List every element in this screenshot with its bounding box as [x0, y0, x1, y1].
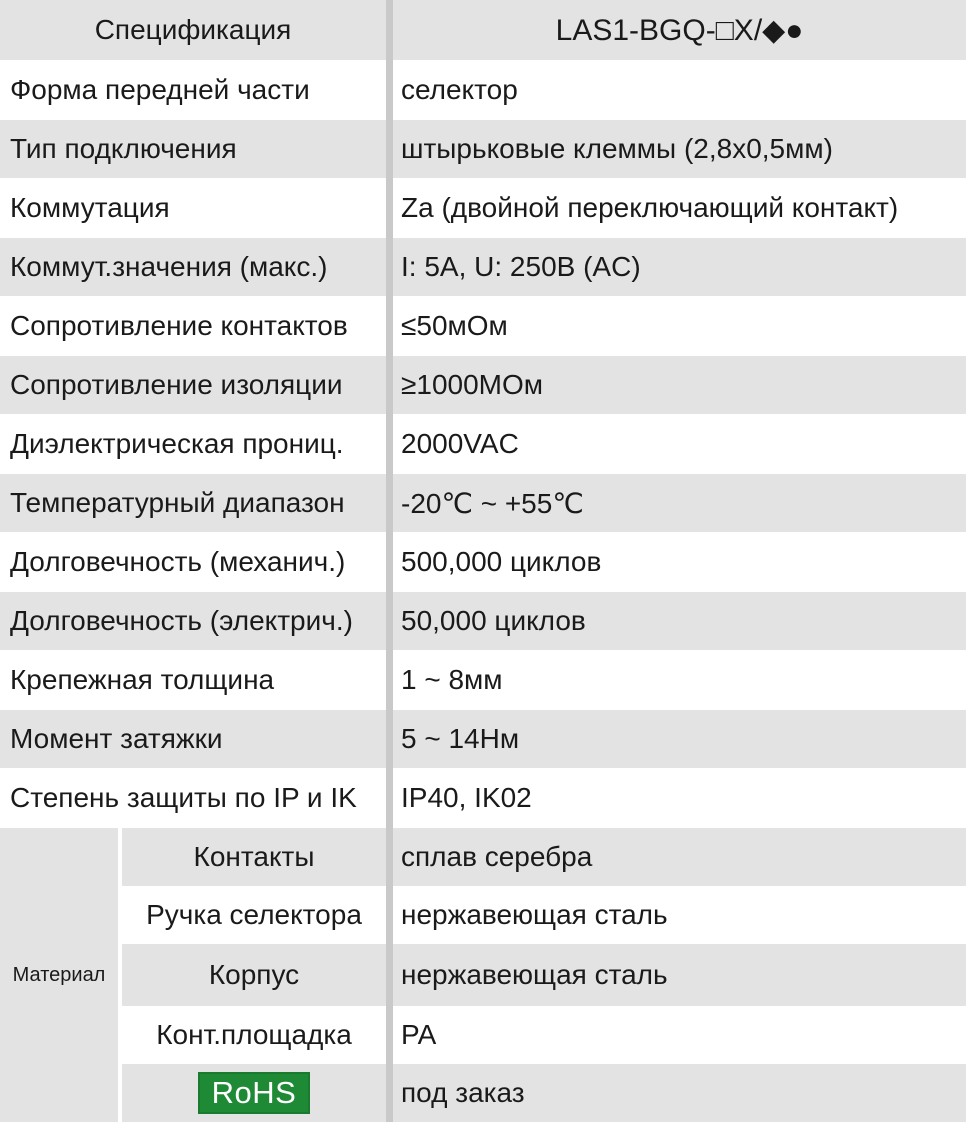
spec-row	[0, 238, 966, 296]
material-item-label: Корпус	[208, 959, 300, 990]
spec-row-label: Степень защиты по IP и IK	[10, 782, 357, 813]
spec-row-value: 5 ~ 14Нм	[401, 723, 520, 754]
spec-row-value: 1 ~ 8мм	[401, 664, 503, 695]
spec-row-label: Сопротивление изоляции	[10, 369, 343, 400]
material-row	[0, 886, 966, 944]
spec-row-label: Диэлектрическая прониц.	[10, 428, 344, 459]
spec-row-value: I: 5A, U: 250B (AC)	[401, 251, 641, 282]
spec-row-label: Коммутация	[10, 192, 170, 223]
material-item-label: Конт.площадка	[156, 1019, 352, 1050]
spec-row-label: Крепежная толщина	[10, 664, 275, 695]
spec-row-label: Форма передней части	[10, 74, 310, 105]
spec-row-value: Za (двойной переключающий контакт)	[401, 192, 899, 223]
spec-row-value: -20℃ ~ +55℃	[401, 487, 584, 519]
material-item-value: сплав серебра	[401, 841, 593, 872]
spec-row	[0, 414, 966, 474]
spec-row-value: ≥1000МОм	[401, 369, 544, 400]
spec-row	[0, 532, 966, 592]
material-item-label: Ручка селектора	[146, 899, 362, 930]
spec-row	[0, 356, 966, 414]
spec-row	[0, 178, 966, 238]
column-divider	[386, 0, 393, 1122]
spec-row	[0, 710, 966, 768]
spec-row-label: Сопротивление контактов	[10, 310, 348, 341]
material-row	[0, 1064, 966, 1122]
material-item-value: под заказ	[401, 1077, 525, 1108]
material-item-label: Контакты	[193, 841, 315, 872]
material-row	[0, 828, 966, 886]
spec-row-value: ≤50мОм	[401, 310, 508, 341]
spec-row-value: IP40, IK02	[401, 782, 532, 813]
material-item-value: нержавеющая сталь	[401, 959, 668, 990]
spec-row	[0, 592, 966, 650]
spec-row-label: Коммут.значения (макс.)	[10, 251, 328, 282]
model-header: LAS1-BGQ-□X/◆●	[555, 13, 804, 47]
spec-row-value: штырьковые клеммы (2,8x0,5мм)	[401, 133, 833, 164]
spec-row-value: 500,000 циклов	[401, 546, 602, 577]
spec-row-value: 2000VAC	[401, 428, 519, 459]
spec-row	[0, 650, 966, 710]
spec-row	[0, 474, 966, 532]
header-row	[0, 0, 966, 60]
spec-row	[0, 768, 966, 828]
spec-row-value: селектор	[401, 74, 518, 105]
spec-row	[0, 60, 966, 120]
spec-row-label: Температурный диапазон	[10, 487, 345, 518]
rohs-badge: RoHS	[198, 1072, 311, 1114]
material-item-value: нержавеющая сталь	[401, 899, 668, 930]
spec-row-label: Долговечность (механич.)	[10, 546, 346, 577]
material-row	[0, 1006, 966, 1064]
rohs-cell	[122, 1072, 386, 1114]
material-group-label: Материал	[12, 963, 106, 986]
material-item-value: PA	[401, 1019, 437, 1050]
material-separator	[118, 828, 122, 1122]
spec-row	[0, 296, 966, 356]
spec-row-value: 50,000 циклов	[401, 605, 586, 636]
material-group-cell	[0, 828, 118, 1122]
spec-row-label: Тип подключения	[10, 133, 237, 164]
spec-row-label: Долговечность (электрич.)	[10, 605, 353, 636]
spec-row-label: Момент затяжки	[10, 723, 223, 754]
spec-header-label: Спецификация	[94, 14, 292, 45]
spec-row	[0, 120, 966, 178]
material-row	[0, 944, 966, 1006]
